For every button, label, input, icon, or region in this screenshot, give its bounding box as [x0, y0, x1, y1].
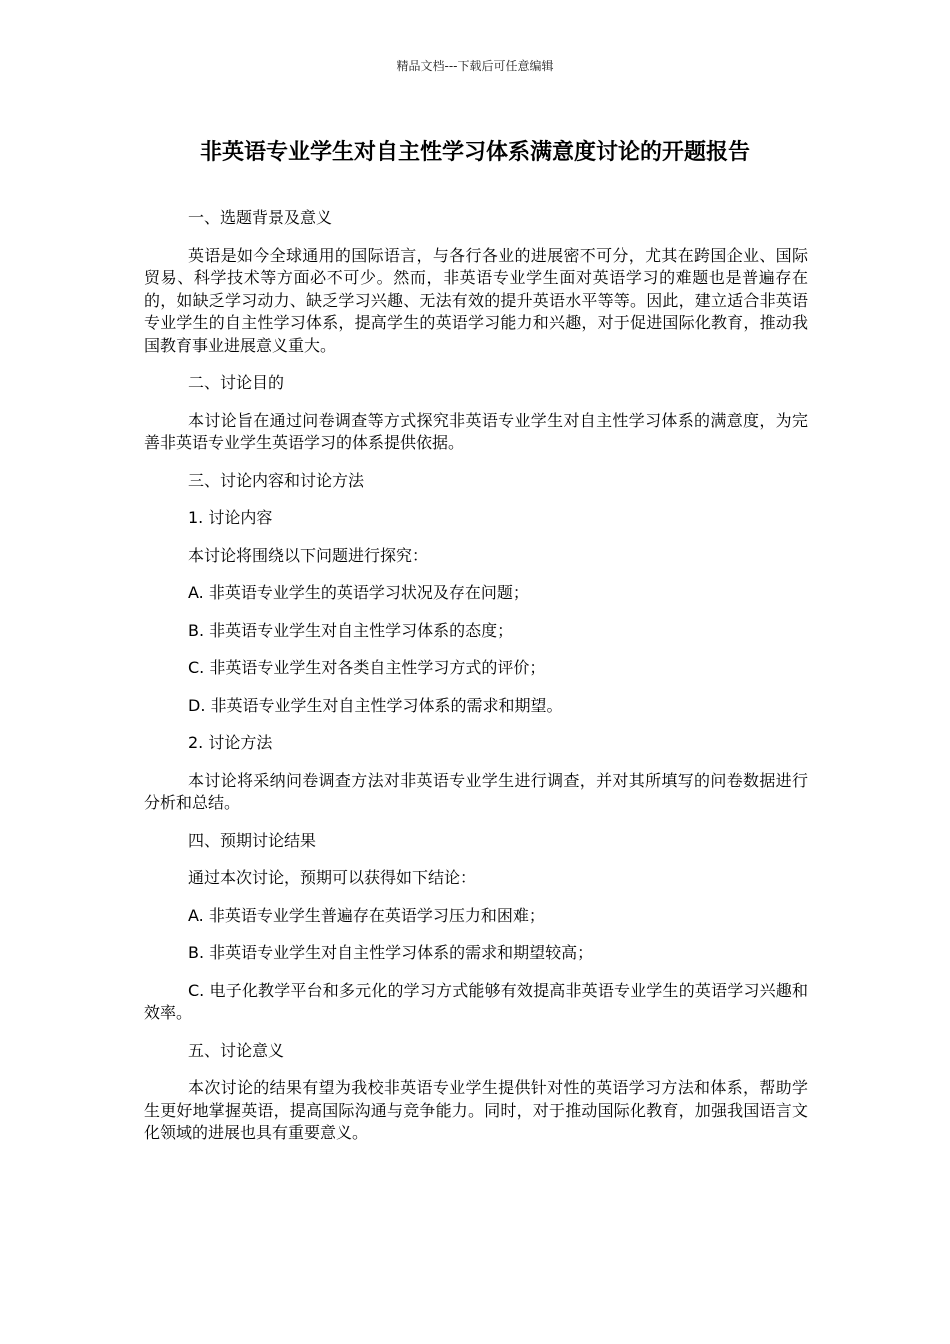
- section-heading-significance: 五、讨论意义: [188, 1040, 285, 1060]
- section-heading-expected-results: 四、预期讨论结果: [188, 830, 317, 850]
- section-heading-content-method: 三、讨论内容和讨论方法: [188, 470, 365, 490]
- list-item: C. 电子化教学平台和多元化的学习方式能够有效提高非英语专业学生的英语学习兴趣和效率。: [144, 980, 808, 1022]
- list-item: D. 非英语专业学生对自主性学习体系的需求和期望。: [188, 695, 563, 715]
- paragraph-results-intro: 通过本次讨论，预期可以获得如下结论：: [188, 868, 477, 887]
- document-body: [144, 207, 808, 1160]
- document-title: 非英语专业学生对自主性学习体系满意度讨论的开题报告: [199, 140, 750, 165]
- list-item: B. 非英语专业学生对自主性学习体系的态度；: [188, 620, 514, 640]
- list-item: A. 非英语专业学生普遍存在英语学习压力和困难；: [188, 905, 545, 925]
- paragraph-purpose: 本讨论旨在通过问卷调查等方式探究非英语专业学生对自主性学习体系的满意度，为完善非英语专业学生英语学习的体系提供依据。: [144, 410, 808, 452]
- paragraph-content-intro: 本讨论将围绕以下问题进行探究：: [188, 545, 429, 565]
- paragraph-method: 本讨论将采纳问卷调查方法对非英语专业学生进行调查，并对其所填写的问卷数据进行分析和总结。: [144, 770, 808, 812]
- paragraph-background: 英语是如今全球通用的国际语言，与各行各业的进展密不可分，尤其在跨国企业、国际贸易、科学技术等方面必不可少。然而，非英语专业学生面对英语学习的难题也是普遍存在的，如缺乏学习动力、缺乏学习兴趣、无法有效的提升英语水平等等。因此，建立适合非英语专业学生的自主性学习体系，提高学生的英语学习能力和兴趣，对于促进国际化教育，推动我国教育事业进展意义重大。: [144, 245, 808, 355]
- paragraph-significance: 本次讨论的结果有望为我校非英语专业学生提供针对性的英语学习方法和体系，帮助学生更好地掌握英语，提高国际沟通与竞争能力。同时，对于推动国际化教育，加强我国语言文化领域的进展也具有重要意义。: [144, 1078, 808, 1142]
- list-item: C. 非英语专业学生对各类自主性学习方式的评价；: [188, 658, 546, 677]
- section-heading-purpose: 二、讨论目的: [188, 373, 285, 392]
- subheading-method: 2. 讨论方法: [188, 733, 273, 752]
- header-note: 精品文档---下载后可任意编辑: [396, 59, 554, 73]
- list-item: B. 非英语专业学生对自主性学习体系的需求和期望较高；: [188, 943, 594, 962]
- list-item: A. 非英语专业学生的英语学习状况及存在问题；: [188, 583, 529, 602]
- section-heading-background: 一、选题背景及意义: [188, 208, 333, 227]
- subheading-content: 1. 讨论内容: [188, 508, 273, 527]
